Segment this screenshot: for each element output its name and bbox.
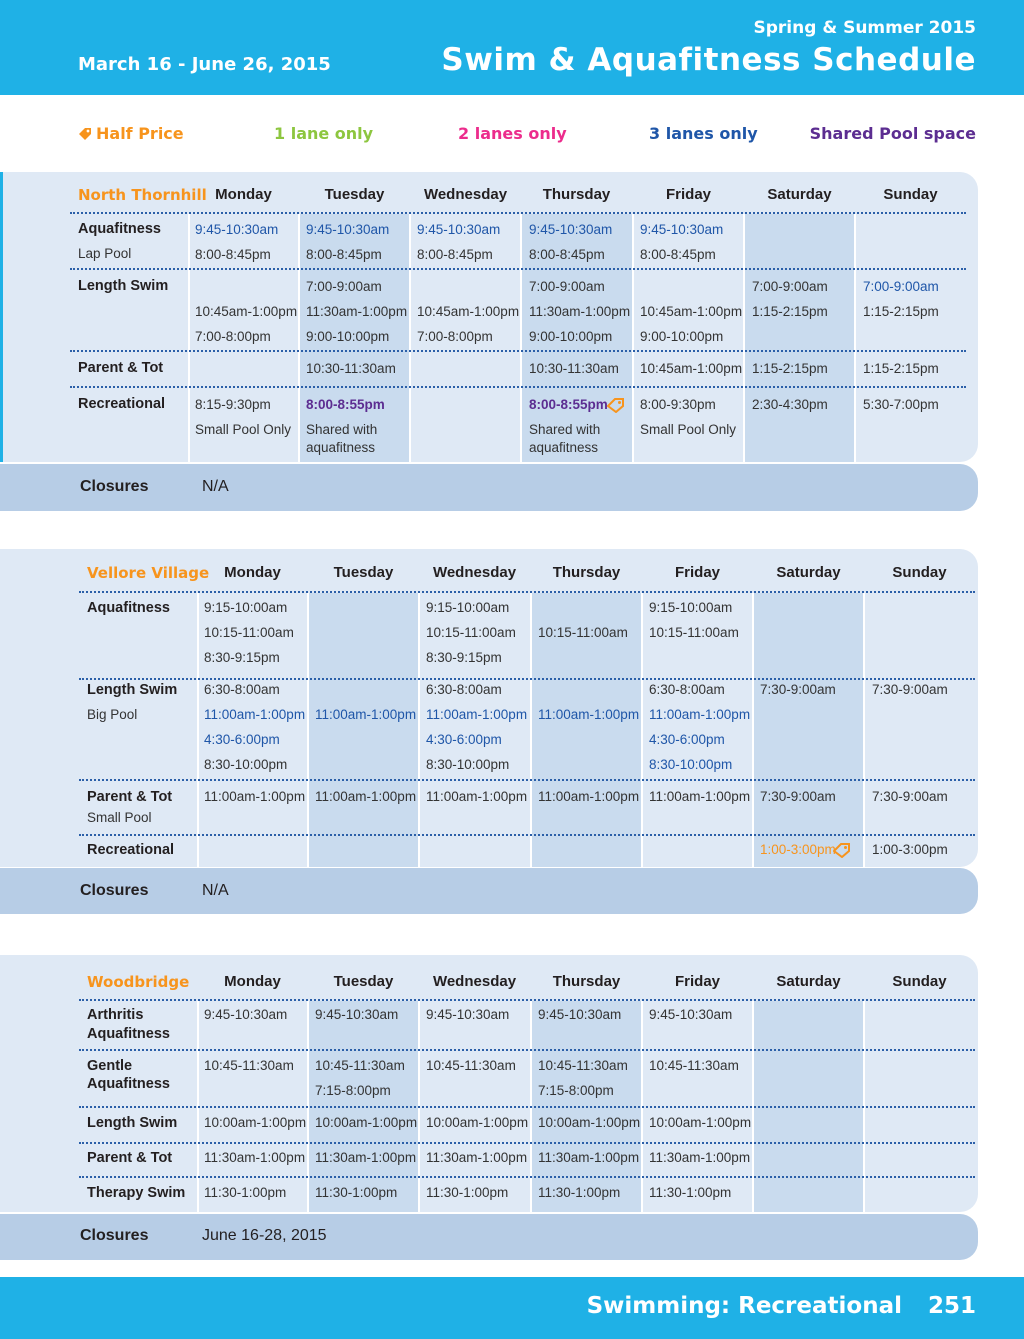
- time-slot: 8:00-8:55pm: [529, 397, 608, 412]
- price-tag-icon: [833, 842, 851, 858]
- time-slot: 11:30am-1:00pm: [538, 1150, 640, 1165]
- category-sub: Big Pool: [87, 707, 138, 722]
- time-slot: 10:15-11:00am: [649, 625, 739, 640]
- time-slot: 11:30am-1:00pm: [529, 304, 631, 319]
- category-label: Length Swim: [87, 682, 178, 698]
- category-label: Gentle: [87, 1058, 133, 1074]
- closures-label: Closures: [80, 1227, 149, 1244]
- time-slot: 9:45-10:30am: [195, 222, 279, 237]
- day-header: Sunday: [892, 564, 947, 581]
- time-slot: 7:00-8:00pm: [417, 329, 493, 344]
- time-slot: 10:00am-1:00pm: [204, 1115, 307, 1130]
- category-label: Recreational: [87, 842, 175, 858]
- time-note: Small Pool Only: [195, 422, 292, 437]
- footer-title: Swimming: Recreational: [586, 1293, 902, 1319]
- legend-two-lanes: 2 lanes only: [458, 124, 567, 143]
- day-header: Monday: [215, 186, 272, 203]
- time-slot: 11:00am-1:00pm: [649, 707, 751, 722]
- category-label: Parent & Tot: [78, 360, 164, 376]
- time-slot: 8:00-9:30pm: [640, 397, 716, 412]
- time-slot: 1:00-3:00pm: [760, 842, 836, 857]
- legend-half-price: Half Price: [78, 124, 184, 143]
- section-title: Vellore Village: [87, 564, 210, 582]
- day-header: Sunday: [892, 973, 947, 990]
- time-slot: 11:00am-1:00pm: [538, 707, 640, 722]
- time-slot: 11:30-1:00pm: [315, 1185, 398, 1200]
- time-slot: 10:45-11:30am: [315, 1058, 405, 1073]
- day-header: Thursday: [542, 186, 611, 203]
- time-slot: 11:00am-1:00pm: [315, 789, 417, 804]
- time-slot: 7:15-8:00pm: [538, 1083, 614, 1098]
- time-slot: 9:15-10:00am: [204, 600, 288, 615]
- time-slot: 11:00am-1:00pm: [426, 707, 528, 722]
- closures-value: N/A: [202, 478, 229, 495]
- time-slot: 10:45-11:30am: [538, 1058, 628, 1073]
- day-header: Wednesday: [432, 564, 517, 581]
- time-slot: 11:00am-1:00pm: [649, 789, 751, 804]
- closures-bar: [0, 464, 978, 511]
- time-slot: 8:15-9:30pm: [195, 397, 271, 412]
- time-slot: 7:00-9:00am: [752, 279, 828, 294]
- time-slot: 7:30-9:00am: [760, 789, 836, 804]
- price-tag-icon: [78, 127, 92, 141]
- day-header: Thursday: [552, 564, 621, 581]
- day-header: Wednesday: [432, 973, 517, 990]
- category-label: Aquafitness: [87, 600, 170, 616]
- day-header: Tuesday: [333, 973, 394, 990]
- legend: [78, 124, 976, 150]
- time-slot: 9:45-10:30am: [315, 1007, 399, 1022]
- time-slot: 10:45-11:30am: [426, 1058, 516, 1073]
- category-label: Arthritis: [87, 1007, 144, 1023]
- closures-value: N/A: [202, 882, 229, 899]
- day-header: Friday: [665, 186, 711, 203]
- time-slot: 11:00am-1:00pm: [315, 707, 417, 722]
- time-slot: 11:00am-1:00pm: [204, 707, 306, 722]
- day-header: Monday: [224, 973, 281, 990]
- time-slot: 11:30-1:00pm: [538, 1185, 621, 1200]
- page-title: Swim & Aquafitness Schedule: [441, 42, 976, 78]
- time-slot: 6:30-8:00am: [426, 682, 502, 697]
- time-slot: 8:30-10:00pm: [649, 757, 733, 772]
- price-tag-icon: [607, 397, 625, 413]
- legend-one-lane: 1 lane only: [274, 124, 374, 143]
- time-slot: 10:45am-1:00pm: [640, 304, 743, 319]
- time-slot: 1:15-2:15pm: [752, 304, 828, 319]
- time-slot: 11:00am-1:00pm: [204, 789, 306, 804]
- time-slot: 10:45am-1:00pm: [195, 304, 298, 319]
- time-slot: 2:30-4:30pm: [752, 397, 828, 412]
- time-slot: 11:30am-1:00pm: [426, 1150, 528, 1165]
- time-slot: 9:00-10:00pm: [306, 329, 390, 344]
- time-slot: 6:30-8:00am: [204, 682, 280, 697]
- time-slot: 10:30-11:30am: [306, 361, 396, 376]
- category-label: Therapy Swim: [87, 1185, 186, 1201]
- time-slot: 8:30-9:15pm: [426, 650, 502, 665]
- time-slot: 6:30-8:00am: [649, 682, 725, 697]
- time-slot: 10:45-11:30am: [204, 1058, 294, 1073]
- category-label: Recreational: [78, 396, 166, 412]
- time-slot: 9:15-10:00am: [426, 600, 510, 615]
- category-label: Length Swim: [87, 1115, 178, 1131]
- time-slot: 9:45-10:30am: [426, 1007, 510, 1022]
- time-slot: 5:30-7:00pm: [863, 397, 939, 412]
- time-slot: 7:15-8:00pm: [315, 1083, 391, 1098]
- time-slot: 9:15-10:00am: [649, 600, 733, 615]
- time-slot: 9:45-10:30am: [649, 1007, 733, 1022]
- time-slot: 7:00-9:00am: [306, 279, 382, 294]
- time-note: aquafitness: [306, 440, 376, 455]
- closures-bar: [0, 868, 978, 914]
- section-title: Woodbridge: [87, 973, 190, 991]
- vellore-village-schedule: [0, 549, 978, 867]
- woodbridge-schedule: [0, 955, 978, 1212]
- time-note: Shared with: [306, 422, 378, 437]
- day-header: Wednesday: [423, 186, 508, 203]
- time-slot: 11:30am-1:00pm: [649, 1150, 751, 1165]
- time-slot: 4:30-6:00pm: [649, 732, 725, 747]
- time-slot: 11:30am-1:00pm: [204, 1150, 306, 1165]
- time-slot: 11:00am-1:00pm: [426, 789, 528, 804]
- time-slot: 11:30-1:00pm: [204, 1185, 287, 1200]
- day-header: Tuesday: [324, 186, 385, 203]
- day-header: Saturday: [776, 564, 841, 581]
- time-slot: 7:00-9:00am: [529, 279, 605, 294]
- time-slot: 11:30-1:00pm: [649, 1185, 732, 1200]
- time-slot: 10:00am-1:00pm: [649, 1115, 752, 1130]
- section-title: North Thornhill: [78, 186, 207, 204]
- time-slot: 8:00-8:45pm: [417, 247, 493, 262]
- time-slot: 11:30am-1:00pm: [315, 1150, 417, 1165]
- time-slot: 9:45-10:30am: [417, 222, 501, 237]
- time-slot: 10:30-11:30am: [529, 361, 619, 376]
- north-thornhill-schedule: [0, 172, 978, 462]
- time-slot: 10:15-11:00am: [204, 625, 294, 640]
- day-header: Tuesday: [333, 564, 394, 581]
- time-slot: 9:00-10:00pm: [640, 329, 724, 344]
- time-slot: 9:45-10:30am: [640, 222, 724, 237]
- day-header: Friday: [674, 564, 720, 581]
- legend-shared-pool: Shared Pool space: [809, 124, 976, 143]
- time-slot: 1:15-2:15pm: [863, 304, 939, 319]
- closures-label: Closures: [80, 478, 149, 495]
- time-slot: 8:00-8:45pm: [640, 247, 716, 262]
- time-slot: 9:45-10:30am: [538, 1007, 622, 1022]
- time-slot: 1:15-2:15pm: [752, 361, 828, 376]
- time-slot: 8:30-10:00pm: [426, 757, 510, 772]
- time-slot: 7:30-9:00am: [872, 789, 948, 804]
- day-header: Saturday: [767, 186, 832, 203]
- day-header: Friday: [674, 973, 720, 990]
- time-slot: 8:00-8:45pm: [306, 247, 382, 262]
- time-slot: 1:15-2:15pm: [863, 361, 939, 376]
- time-slot: 10:45am-1:00pm: [417, 304, 520, 319]
- day-header: Thursday: [552, 973, 621, 990]
- time-slot: 9:45-10:30am: [204, 1007, 288, 1022]
- time-slot: 10:15-11:00am: [426, 625, 516, 640]
- category-sub: Small Pool: [87, 810, 152, 825]
- time-slot: 10:45-11:30am: [649, 1058, 739, 1073]
- closures-bar: [0, 1214, 978, 1260]
- day-header: Sunday: [883, 186, 938, 203]
- category-label: Aquafitness: [87, 1076, 170, 1092]
- time-slot: 9:45-10:30am: [529, 222, 613, 237]
- time-slot: 8:00-8:45pm: [529, 247, 605, 262]
- time-slot: 10:00am-1:00pm: [426, 1115, 529, 1130]
- time-slot: 7:30-9:00am: [760, 682, 836, 697]
- closures-value: June 16-28, 2015: [202, 1227, 327, 1244]
- time-note: Shared with: [529, 422, 601, 437]
- date-range: March 16 - June 26, 2015: [78, 54, 331, 75]
- time-slot: 10:00am-1:00pm: [315, 1115, 418, 1130]
- day-header: Saturday: [776, 973, 841, 990]
- category-sub: Lap Pool: [78, 246, 132, 261]
- time-slot: 4:30-6:00pm: [204, 732, 280, 747]
- time-slot: 11:30-1:00pm: [426, 1185, 509, 1200]
- time-slot: 9:00-10:00pm: [529, 329, 613, 344]
- day-header: Monday: [224, 564, 281, 581]
- time-slot: 11:30am-1:00pm: [306, 304, 408, 319]
- time-slot: 11:00am-1:00pm: [538, 789, 640, 804]
- category-label: Length Swim: [78, 278, 169, 294]
- time-slot: 8:30-9:15pm: [204, 650, 280, 665]
- time-slot: 10:15-11:00am: [538, 625, 628, 640]
- time-slot: 7:00-8:00pm: [195, 329, 271, 344]
- page-header: [0, 0, 1024, 95]
- category-label: Aquafitness: [87, 1026, 170, 1042]
- time-slot: 1:00-3:00pm: [872, 842, 948, 857]
- time-slot: 8:00-8:45pm: [195, 247, 271, 262]
- time-slot: 10:00am-1:00pm: [538, 1115, 641, 1130]
- footer-text: [587, 1293, 976, 1319]
- time-note: aquafitness: [529, 440, 599, 455]
- season-label: Spring & Summer 2015: [753, 18, 976, 38]
- time-note: Small Pool Only: [640, 422, 737, 437]
- time-slot: 7:00-9:00am: [863, 279, 939, 294]
- legend-three-lanes: 3 lanes only: [649, 124, 758, 143]
- time-slot: 4:30-6:00pm: [426, 732, 502, 747]
- time-slot: 7:30-9:00am: [872, 682, 948, 697]
- category-label: Parent & Tot: [87, 1150, 173, 1166]
- time-slot: 8:30-10:00pm: [204, 757, 288, 772]
- category-label: Parent & Tot: [87, 789, 173, 805]
- closures-label: Closures: [80, 882, 149, 899]
- page-footer: [0, 1277, 1024, 1339]
- time-slot: 9:45-10:30am: [306, 222, 390, 237]
- category-label: Aquafitness: [78, 221, 161, 237]
- time-slot: 8:00-8:55pm: [306, 397, 385, 412]
- page-number: 251: [927, 1293, 976, 1319]
- time-slot: 10:45am-1:00pm: [640, 361, 743, 376]
